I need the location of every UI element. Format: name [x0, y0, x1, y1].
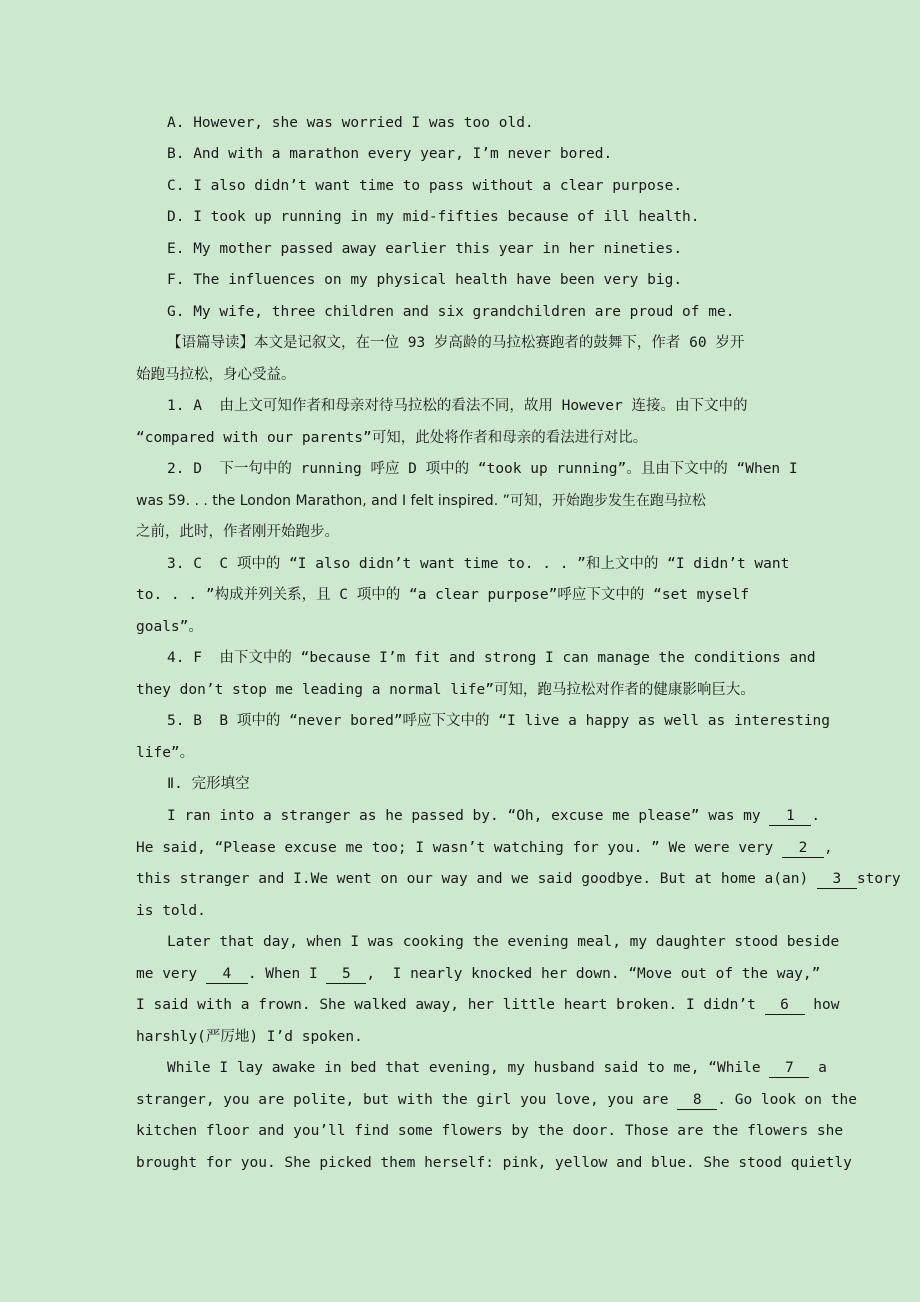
passage-line: Later that day, when I was cooking the evening meal, my daughter stood beside — [167, 934, 840, 950]
answer-4-line-1: 4. F 由下文中的 “because I’m fit and strong I can manage the conditions and — [167, 650, 816, 666]
blank-1: 1 — [769, 808, 811, 826]
answer-5-line-1: 5. B B 项中的 “never bored”呼应下文中的 “I live a happy as well as interesting — [167, 713, 831, 729]
passage-line: me very 4 . When I 5 , I nearly knocked her down. “Move out of the way,” — [136, 966, 821, 982]
option-d: D. I took up running in my mid-fifties because of ill health. — [167, 209, 700, 225]
guide-line-2: 始跑马拉松，身心受益。 — [136, 367, 296, 383]
answer-2-line-3: 之前，此时，作者刚开始跑步。 — [136, 524, 339, 540]
passage-line: While I lay awake in bed that evening, my husband said to me, “While 7 a — [167, 1060, 827, 1076]
blank-3: 3 — [817, 871, 857, 889]
guide-line-1: 【语篇导读】本文是记叙文，在一位 93 岁高龄的马拉松赛跑者的鼓舞下，作者 60 岁开 — [167, 335, 745, 351]
answer-3-line-2: to. . . ”构成并列关系，且 C 项中的 “a clear purpose”呼应下文中的 “set myself — [136, 587, 750, 603]
section-title: Ⅱ. 完形填空 — [167, 776, 250, 792]
answer-3-line-3: goals”。 — [136, 619, 203, 635]
answer-4-line-2: they don’t stop me leading a normal life”可知，跑马拉松对作者的健康影响巨大。 — [136, 682, 755, 698]
option-e: E. My mother passed away earlier this year in her nineties. — [167, 241, 683, 257]
blank-4: 4 — [206, 966, 248, 984]
answer-1-line-1: 1. A 由上文可知作者和母亲对待马拉松的看法不同，故用 However 连接。由下文中的 — [167, 398, 748, 414]
answer-2-line-1: 2. D 下一句中的 running 呼应 D 项中的 “took up running”。且由下文中的 “When I — [167, 461, 798, 477]
passage-line: brought for you. She picked them herself: pink, yellow and blue. She stood quietly — [136, 1155, 852, 1171]
passage-line: harshly(严厉地) I’d spoken. — [136, 1029, 363, 1045]
option-b: B. And with a marathon every year, I’m never bored. — [167, 146, 613, 162]
option-c: C. I also didn’t want time to pass without a clear purpose. — [167, 178, 683, 194]
passage-line: is told. — [136, 903, 206, 919]
answer-3-line-1: 3. C C 项中的 “I also didn’t want time to. . . ”和上文中的 “I didn’t want — [167, 556, 790, 572]
answer-5-line-2: life”。 — [136, 745, 195, 761]
option-g: G. My wife, three children and six grandchildren are proud of me. — [167, 304, 735, 320]
passage-line: this stranger and I.We went on our way and we said goodbye. But at home a(an) 3 story — [136, 871, 901, 887]
option-f: F. The influences on my physical health have been very big. — [167, 272, 683, 288]
blank-2: 2 — [782, 840, 824, 858]
blank-6: 6 — [765, 997, 805, 1015]
blank-5: 5 — [326, 966, 366, 984]
option-a: A. However, she was worried I was too old. — [167, 115, 534, 131]
blank-7: 7 — [769, 1060, 809, 1078]
passage-line: kitchen floor and you’ll find some flowers by the door. Those are the flowers she — [136, 1123, 844, 1139]
answer-1-line-2: “compared with our parents”可知，此处将作者和母亲的看法进行对比。 — [136, 430, 648, 446]
passage-line: I ran into a stranger as he passed by. “Oh, excuse me please” was my 1 . — [167, 808, 821, 824]
blank-8: 8 — [677, 1092, 717, 1110]
passage-line: stranger, you are polite, but with the girl you love, you are 8 . Go look on the — [136, 1092, 857, 1108]
passage-line: He said, “Please excuse me too; I wasn’t watching for you. ” We were very 2 , — [136, 840, 833, 856]
answer-2-line-2: was 59. . . the London Marathon, and I felt inspired. ”可知，开始跑步发生在跑马拉松 — [136, 493, 706, 509]
passage-line: I said with a frown. She walked away, her little heart broken. I didn’t 6 how — [136, 997, 840, 1013]
